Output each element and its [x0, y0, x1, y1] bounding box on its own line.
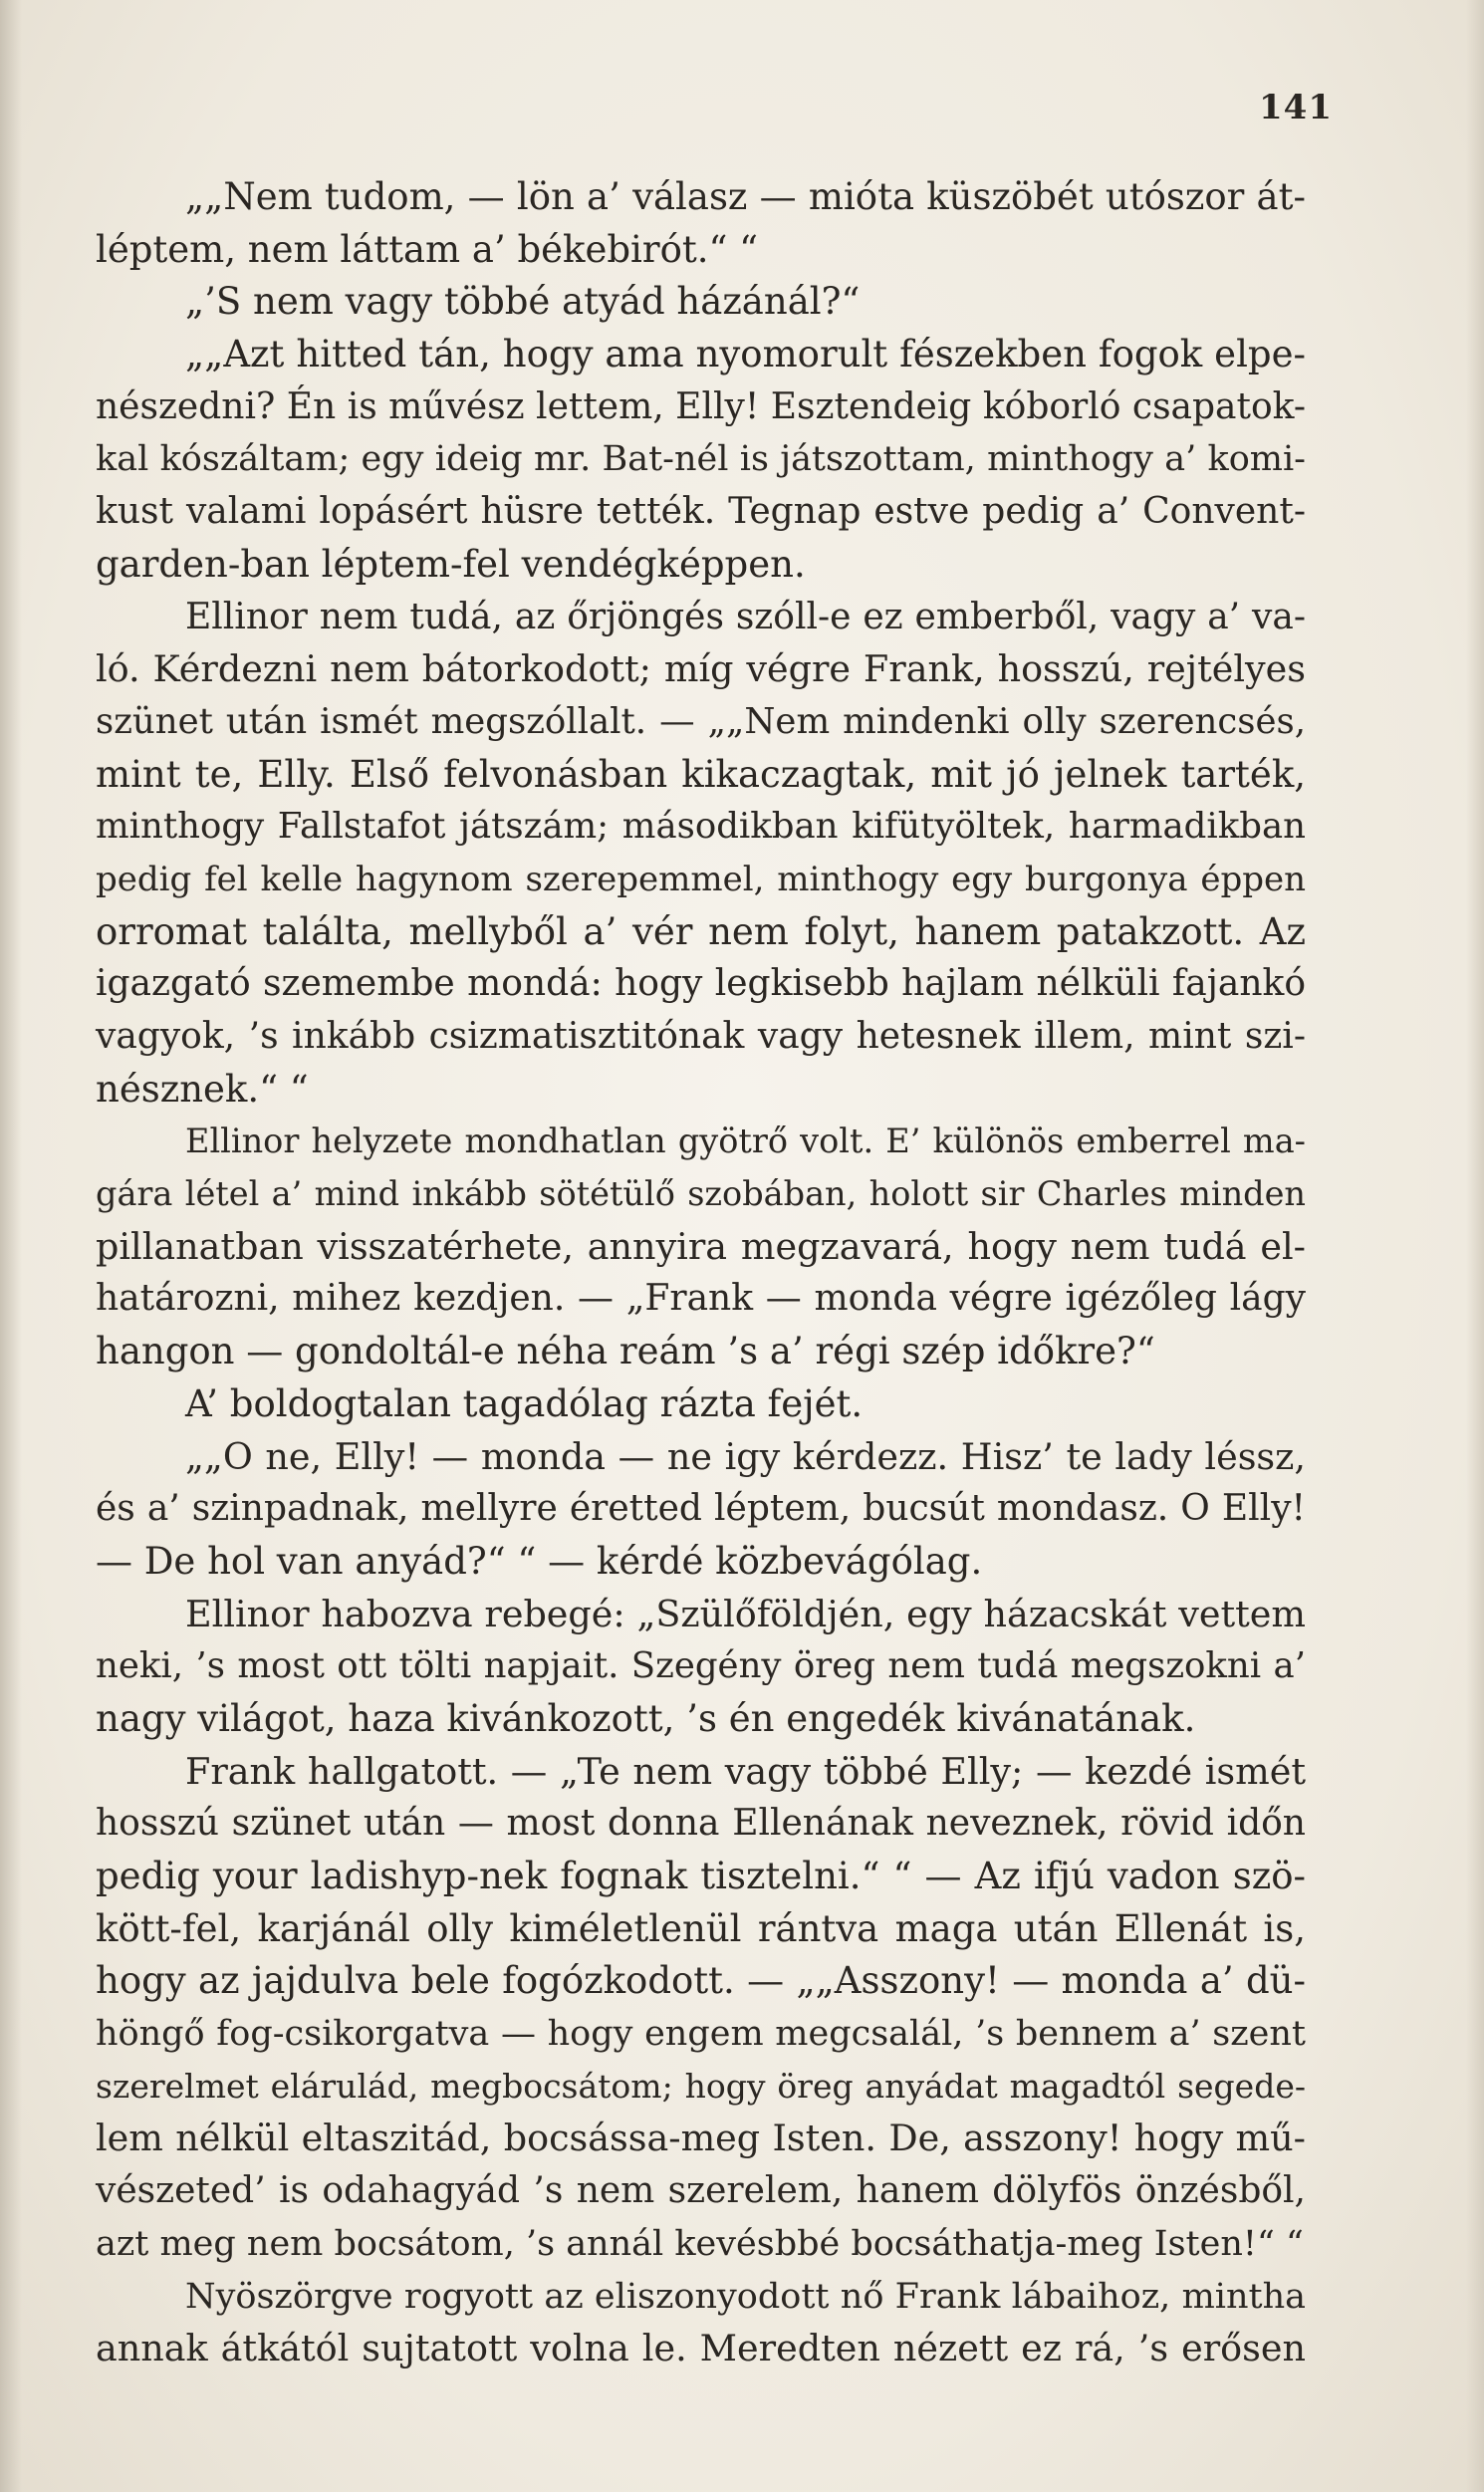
text-line: garden-ban léptem-fel vendégképpen. [96, 542, 806, 586]
text-line: azt meg nem bocsátom, ’s annál kevésbbé bocsáthatja-meg Isten!“ “ [96, 2223, 1304, 2264]
text-line: A’ boldogtalan tagadólag rázta fejét. [185, 1381, 864, 1425]
text-line: hosszú szünet után — most donna Ellenának neveznek, rövid időn [96, 1803, 1306, 1845]
text-line: annak átkától sujtatott volna le. Meredten nézett ez rá, ’s erősen [96, 2327, 1306, 2370]
text-line: kal kószáltam; egy ideig mr. Bat-nél is játszottam, minthogy a’ komi- [96, 439, 1306, 480]
text-line: pedig fel kelle hagynom szerepemmel, minthogy egy burgonya éppen [96, 859, 1306, 899]
page-edge-shadow-left [0, 0, 22, 2492]
text-line: nésznek.“ “ [96, 1067, 309, 1111]
text-line: — De hol van anyád?“ “ — kérdé közbevágólag. [96, 1539, 983, 1583]
text-line: ló. Kérdezni nem bátorkodott; míg végre Frank, hosszú, rejtélyes [96, 647, 1306, 691]
text-line: minthogy Fallstafot játszám; másodikban kifütyöltek, harmadikban [96, 806, 1306, 848]
text-line: igazgató szemembe mondá: hogy legkisebb hajlam nélküli fajankó [96, 963, 1306, 1005]
text-line: mint te, Elly. Első felvonásban kikaczagtak, mit jó jelnek tarték, [96, 752, 1306, 796]
text-line: kust valami lopásért hüsre tették. Tegnap estve pedig a’ Convent- [96, 491, 1306, 533]
text-line: határozni, mihez kezdjen. — „Frank — monda végre igézőleg lágy [96, 1278, 1306, 1320]
text-line: Nyöszörgve rogyott az eliszonyodott nő Frank lábaihoz, mintha [185, 2276, 1306, 2317]
text-line: „„Azt hitted tán, hogy ama nyomorult fészekben fogok elpe- [185, 333, 1306, 376]
text-line: hogy az jajdulva bele fogózkodott. — „„Asszony! — monda a’ dü- [96, 1959, 1306, 2003]
text-line: Ellinor helyzete mondhatlan gyötrő volt. E’ különös emberrel ma- [185, 1121, 1306, 1161]
text-line: Ellinor nem tudá, az őrjöngés szóll-e ez emberből, vagy a’ va- [185, 596, 1306, 637]
body-text [96, 171, 1306, 2375]
text-line: pillanatban visszatérhete, annyira megzavará, hogy nem tudá el- [96, 1224, 1306, 1268]
text-line: orromat találta, mellyből a’ vér nem folyt, hanem patakzott. Az [96, 909, 1306, 953]
text-line: gára létel a’ mind inkább sötétülő szobában, holott sir Charles minden [96, 1174, 1306, 1214]
text-line: nagy világot, haza kivánkozott, ’s én engedék kivánatának. [96, 1696, 1196, 1740]
text-line: hangon — gondoltál-e néha reám ’s a’ régi szép időkre?“ [96, 1330, 1155, 1373]
text-line: neki, ’s most ott tölti napjait. Szegény öreg nem tudá megszokni a’ [96, 1645, 1306, 1687]
text-line: höngő fog-csikorgatva — hogy engem megcsalál, ’s bennem a’ szent [96, 2014, 1306, 2055]
text-line: szünet után ismét megszóllalt. — „„Nem mindenki olly szerencsés, [96, 700, 1306, 742]
text-line: léptem, nem láttam a’ békebirót.“ “ [96, 227, 759, 271]
text-line: lem nélkül eltaszitád, bocsássa-meg Isten. De, asszony! hogy mű- [96, 2117, 1306, 2160]
text-line: és a’ szinpadnak, mellyre éretted léptem, bucsút mondasz. O Elly! [96, 1488, 1306, 1530]
text-line: szerelmet elárulád, megbocsátom; hogy öreg anyádat magadtól segede- [96, 2066, 1306, 2106]
page-edge-shadow-right [1466, 0, 1484, 2492]
text-line: vagyok, ’s inkább csizmatisztitónak vagy hetesnek illem, mint szi- [96, 1016, 1306, 1057]
text-line: „„Nem tudom, — lön a’ válasz — mióta küszöbét utószor át- [185, 175, 1306, 218]
text-line: „’S nem vagy többé atyád házánál?“ [185, 280, 861, 324]
text-line: „„O ne, Elly! — monda — ne igy kérdezz. Hisz’ te lady léssz, [185, 1434, 1306, 1478]
text-line: Ellinor habozva rebegé: „Szülőföldjén, egy házacskát vettem [185, 1592, 1306, 1635]
text-line: vészeted’ is odahagyád ’s nem szerelem, hanem dölyfös önzésből, [96, 2170, 1306, 2212]
text-line: pedig your ladishyp-nek fognak tisztelni.“ “ — Az ifjú vadon szö- [96, 1855, 1306, 1897]
page-number: 141 [1259, 88, 1333, 127]
text-line: Frank hallgatott. — „Te nem vagy többé Elly; — kezdé ismét [185, 1749, 1306, 1793]
text-line: kött-fel, karjánál olly kiméletlenül rántva maga után Ellenát is, [96, 1906, 1306, 1950]
text-line: nészedni? Én is művész lettem, Elly! Esztendeig kóborló csapatok- [96, 385, 1306, 427]
